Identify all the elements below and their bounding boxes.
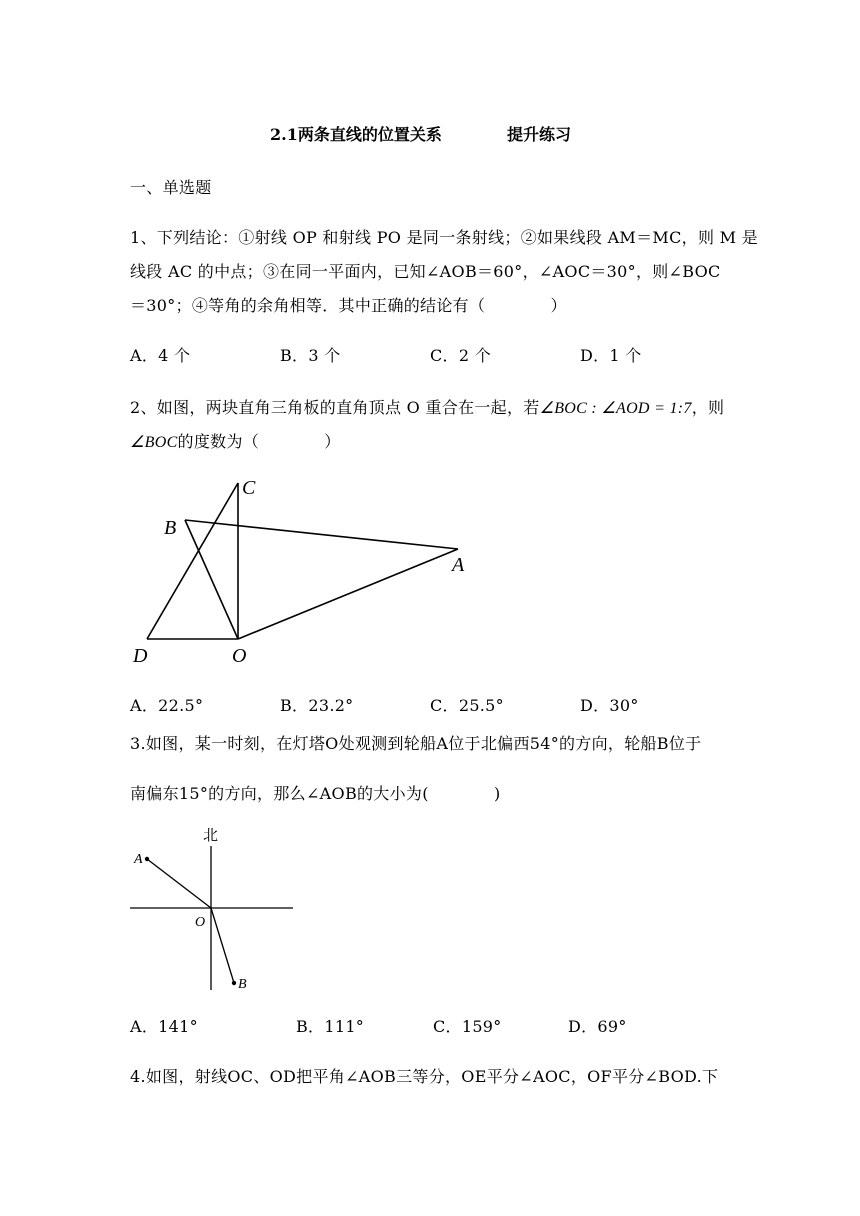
q2-line1	[130, 395, 724, 418]
q1-option-c: C．2 个	[430, 346, 492, 365]
q2-line1-text: 2、如图，两块直角三角板的直角顶点 O 重合在一起，若	[130, 398, 540, 417]
label-a: A	[134, 852, 143, 867]
edge-bo	[185, 520, 238, 639]
q2-angle-math: ∠BOC	[130, 434, 178, 451]
q3-option-b: B．111°	[296, 1017, 365, 1036]
label-c: C	[242, 477, 256, 499]
q2-line2	[130, 429, 341, 452]
edge-dc	[147, 483, 238, 639]
point-a	[145, 857, 149, 861]
north-label: 北	[203, 828, 219, 844]
q3-option-c: C．159°	[433, 1017, 502, 1036]
q2-line2-text: 的度数为（ ）	[177, 432, 341, 451]
q3-figure	[125, 820, 305, 1000]
label-b: B	[164, 517, 177, 539]
q4-line1: 4.如图，射线OC、OD把平角∠AOB三等分，OE平分∠AOC，OF平分∠BOD.下	[130, 1067, 719, 1086]
label-o: O	[232, 645, 247, 667]
q2-option-d: D．30°	[580, 696, 639, 715]
label-a: A	[452, 554, 465, 576]
title-sub: 提升练习	[507, 125, 572, 144]
section-heading: 一、单选题	[130, 178, 212, 197]
edge-ba	[185, 520, 458, 549]
q1-line1: 1、下列结论：①射线 OP 和射线 PO 是同一条射线；②如果线段 AM＝MC，则 M 是	[130, 228, 758, 247]
q2-option-b: B．23.2°	[280, 696, 354, 715]
q3-option-a: A．141°	[130, 1017, 198, 1036]
q1-option-a: A．4 个	[130, 346, 191, 365]
q3-line1: 3.如图，某一时刻，在灯塔O处观测到轮船A位于北偏西54°的方向，轮船B位于	[130, 734, 702, 753]
q3-option-d: D．69°	[568, 1017, 627, 1036]
title-main: 2.1两条直线的位置关系	[270, 125, 442, 144]
q3-line2: 南偏东15°的方向，那么∠AOB的大小为( )	[130, 784, 501, 803]
q1-option-b: B．3 个	[280, 346, 341, 365]
page-title	[270, 122, 571, 145]
label-o: O	[195, 915, 206, 930]
q2-option-a: A．22.5°	[130, 696, 204, 715]
edge-ao	[238, 549, 458, 639]
q1-line2: 线段 AC 的中点；③在同一平面内，已知∠AOB＝60°，∠AOC＝30°，则∠BOC	[130, 262, 721, 281]
q1-line3: ＝30°；④等角的余角相等．其中正确的结论有（ ）	[130, 296, 567, 315]
q2-ratio-math: ∠BOC : ∠AOD = 1:7	[539, 400, 692, 417]
q2-figure	[120, 470, 480, 670]
q1-option-d: D．1 个	[580, 346, 642, 365]
ray-oa	[147, 859, 211, 908]
q2-line1-end: ，则	[691, 398, 725, 417]
label-d: D	[133, 645, 148, 667]
label-b: B	[238, 977, 247, 992]
q2-option-c: C．25.5°	[430, 696, 504, 715]
ray-ob	[211, 908, 234, 983]
point-b	[232, 981, 236, 985]
